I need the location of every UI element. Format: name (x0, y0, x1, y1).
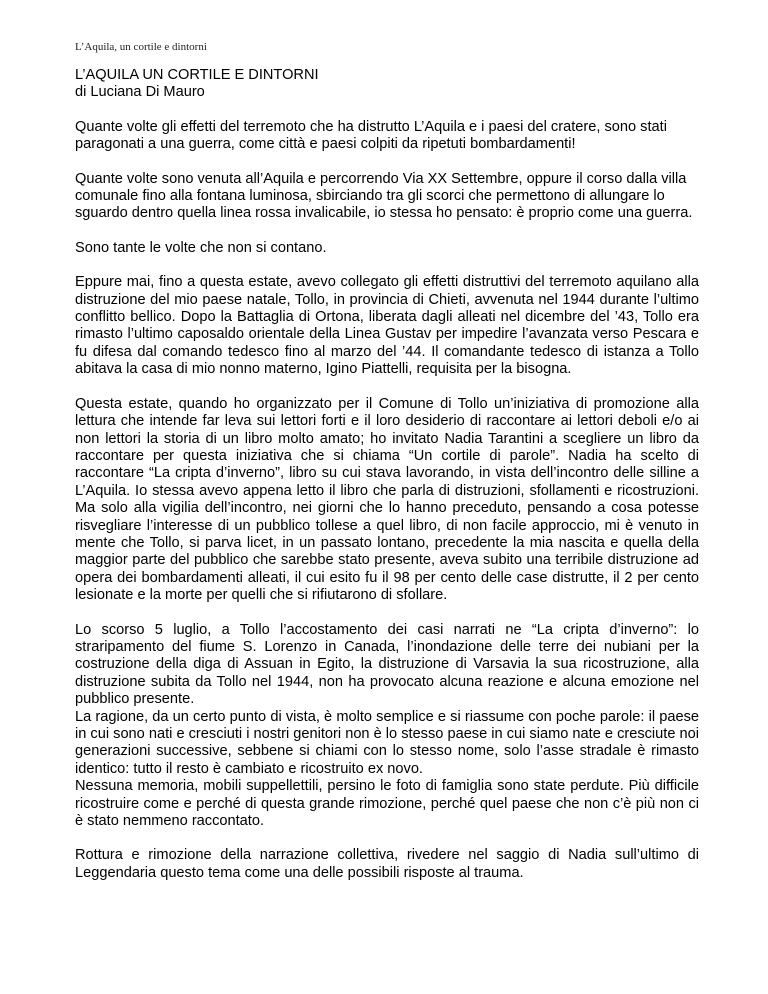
article-title: L’AQUILA UN CORTILE E DINTORNI (75, 67, 319, 83)
paragraph-5: Questa estate, quando ho organizzato per il Comune di Tollo un’iniziativa di promozione alla lettura che intende far leva sui lettori forti e il loro desiderio di raccontare ai lettori deboli e/o ai non lettori la storia di un libro molto amato; ho invitato Nadia Tarantini a scegliere un libro da raccontare per questa iniziativa che si chiama “Un cortile di parole”. Nadia ha scelto di raccontare “La cripta d’inverno”, libro su cui stava lavorando, in vista dell’incontro delle silline a L’Aquila. Io stessa avevo appena letto il libro che parla di distruzioni, sfollamenti e ricostruzioni. Ma solo alla vigilia dell’incontro, nei giorni che lo hanno preceduto, pensando a cosa potesse risvegliare l’interesse di un pubblico tollese a quel libro, di non facile approccio, mi è venuto in mente che Tollo, si parva licet, in un passato lontano, precedente la mia nascita e quella della maggior parte del pubblico che sarebbe stato presente, aveva subito una terribile distruzione ad opera dei bombardamenti alleati, il cui esito fu il 98 per cento delle case distrutte, il 2 per cento lesionate e la morte per quelli che si rifiutarono di sfollare. (75, 395, 699, 604)
paragraph-2: Quante volte sono venuta all’Aquila e percorrendo Via XX Settembre, oppure il corso dalla villa comunale fino alla fontana luminosa, sbirciando tra gli scorci che permettono di allungare lo sguardo dentro quella linea rossa invalicabile, io stessa ho pensato: è proprio come una guerra. (75, 170, 693, 222)
paragraph-9: Rottura e rimozione della narrazione collettiva, rivedere nel saggio di Nadia sull’ultimo di Leggendaria questo tema come una delle possibili risposte al trauma. (75, 847, 699, 881)
paragraph-7: La ragione, da un certo punto di vista, è molto semplice e si riassume con poche parole: il paese in cui sono nati e cresciuti i nostri genitori non è lo stesso paese in cui siamo nate e cresciute noi generazioni successive, sebbene si chiami con lo stesso nome, solo l’asse stradale è rimasto identico: tutto il resto è cambiato e ricostruito ex novo. (75, 708, 699, 777)
paragraph-4: Eppure mai, fino a questa estate, avevo collegato gli effetti distruttivi del terremoto aquilano alla distruzione del mio paese natale, Tollo, in provincia di Chieti, avvenuta nel 1944 durante l’ultimo conflitto bellico. Dopo la Battaglia di Ortona, liberata dagli alleati nel dicembre del ’43, Tollo era rimasto l’ultimo caposaldo orientale della Linea Gustav per impedire l’avanzata verso Pescara e fu difesa dal comando tedesco fino al marzo del ’44. Il comandante tedesco di istanza a Tollo abitava la casa di mio nonno materno, Igino Piattelli, requisita per la bisogna. (75, 274, 699, 378)
running-header: L’Aquila, un cortile e dintorni (75, 41, 207, 53)
paragraph-8: Nessuna memoria, mobili suppellettili, persino le foto di famiglia sono state perdute. Più difficile ricostruire come e perché di questa grande rimozione, perché quel paese che non c’è più non ci è stato nemmeno raccontato. (75, 778, 699, 830)
article-byline: di Luciana Di Mauro (75, 84, 205, 101)
paragraph-1: Quante volte gli effetti del terremoto che ha distrutto L’Aquila e i paesi del cratere, sono stati paragonati a una guerra, come città e paesi colpiti da ripetuti bombardamenti! (75, 118, 667, 153)
article-body (75, 67, 699, 899)
paragraph-6: Lo scorso 5 luglio, a Tollo l’accostamento dei casi narrati ne “La cripta d’inverno”: lo straripamento del fiume S. Lorenzo in Canada, l’inondazione delle terre dei nubiani per la costruzione della diga di Assuan in Egito, la distruzione di Varsavia la sua ricostruzione, alla distruzione subita da Tollo nel 1944, non ha provocato alcuna reazione e alcuna emozione nel pubblico presente. (75, 621, 699, 708)
paragraph-3: Sono tante le volte che non si contano. (75, 239, 327, 256)
